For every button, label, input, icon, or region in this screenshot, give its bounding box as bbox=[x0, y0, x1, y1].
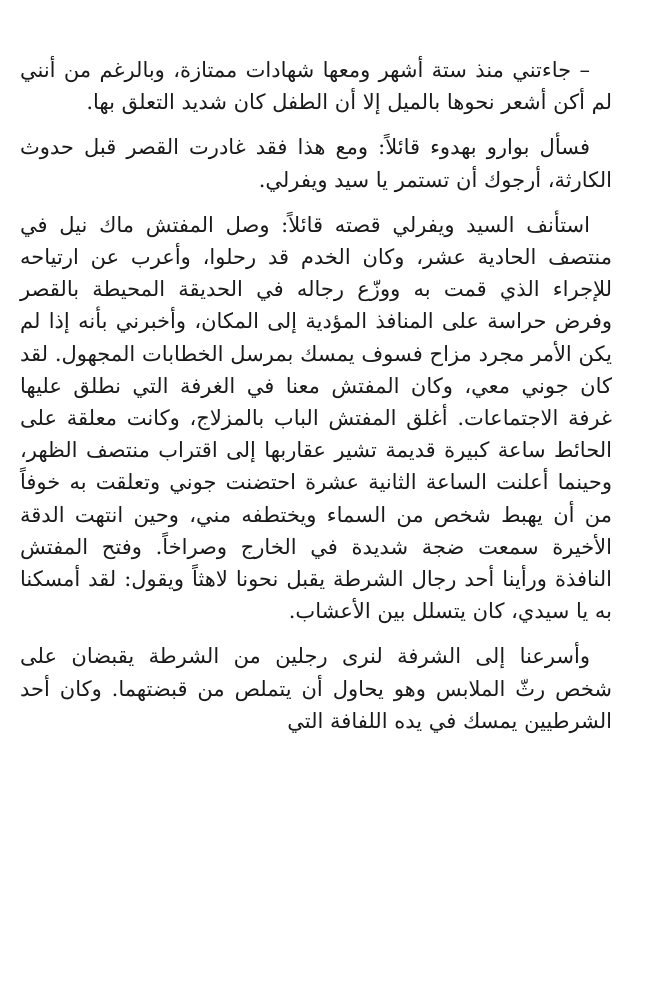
paragraph-1: – جاءتني منذ ستة أشهر ومعها شهادات ممتازة، وبالرغم من أنني لم أكن أشعر نحوها بالميل إلا أن الطفل كان شديد التعلق بها. bbox=[20, 58, 612, 115]
paragraph-2: فسأل بوارو بهدوء قائلاً: ومع هذا فقد غادرت القصر قبل حدوث الكارثة، أرجوك أن تستمر يا سيد ويفرلي. bbox=[20, 135, 612, 192]
paragraph-4: وأسرعنا إلى الشرفة لنرى رجلين من الشرطة يقبضان على شخص رثّ الملابس وهو يحاول أن يتملص من قبضتهما. وكان أحد الشرطيين يمسك في يده اللفافة التي bbox=[20, 644, 612, 733]
paragraph-3: استأنف السيد ويفرلي قصته قائلاً: وصل المفتش ماك نيل في منتصف الحادية عشر، وكان الخدم قد رحلوا، وأعرب عن ارتياحه للإجراء الذي قمت به ووزّع رجاله في الحديقة المحيطة بالقصر وفرض حراسة على المنافذ المؤدية إلى المكان، وأخبرني بأنه إذا لم يكن الأمر مجرد مزاح فسوف يمسك بمرسل الخطابات المجهول. لقد كان جوني معي، وكان المفتش معنا في الغرفة التي نطلق عليها غرفة الاجتماعات. أغلق المفتش الباب بالمزلاج، وكانت معلقة على الحائط ساعة كبيرة قديمة تشير عقاربها إلى اقتراب منتصف الظهر، وحينما أعلنت الساعة الثانية عشرة احتضنت جوني وتعلقت به خوفاً من أن يهبط شخص من السماء ويختطفه مني، وحين انتهت الدقة الأخيرة سمعت ضجة شديدة في الخارج وصراخاً. وفتح المفتش النافذة ورأينا أحد رجال الشرطة يقبل نحونا لاهثاً ويقول: لقد أمسكنا به يا سيدي، كان يتسلل بين الأعشاب. bbox=[20, 212, 612, 624]
book-page bbox=[20, 54, 612, 994]
